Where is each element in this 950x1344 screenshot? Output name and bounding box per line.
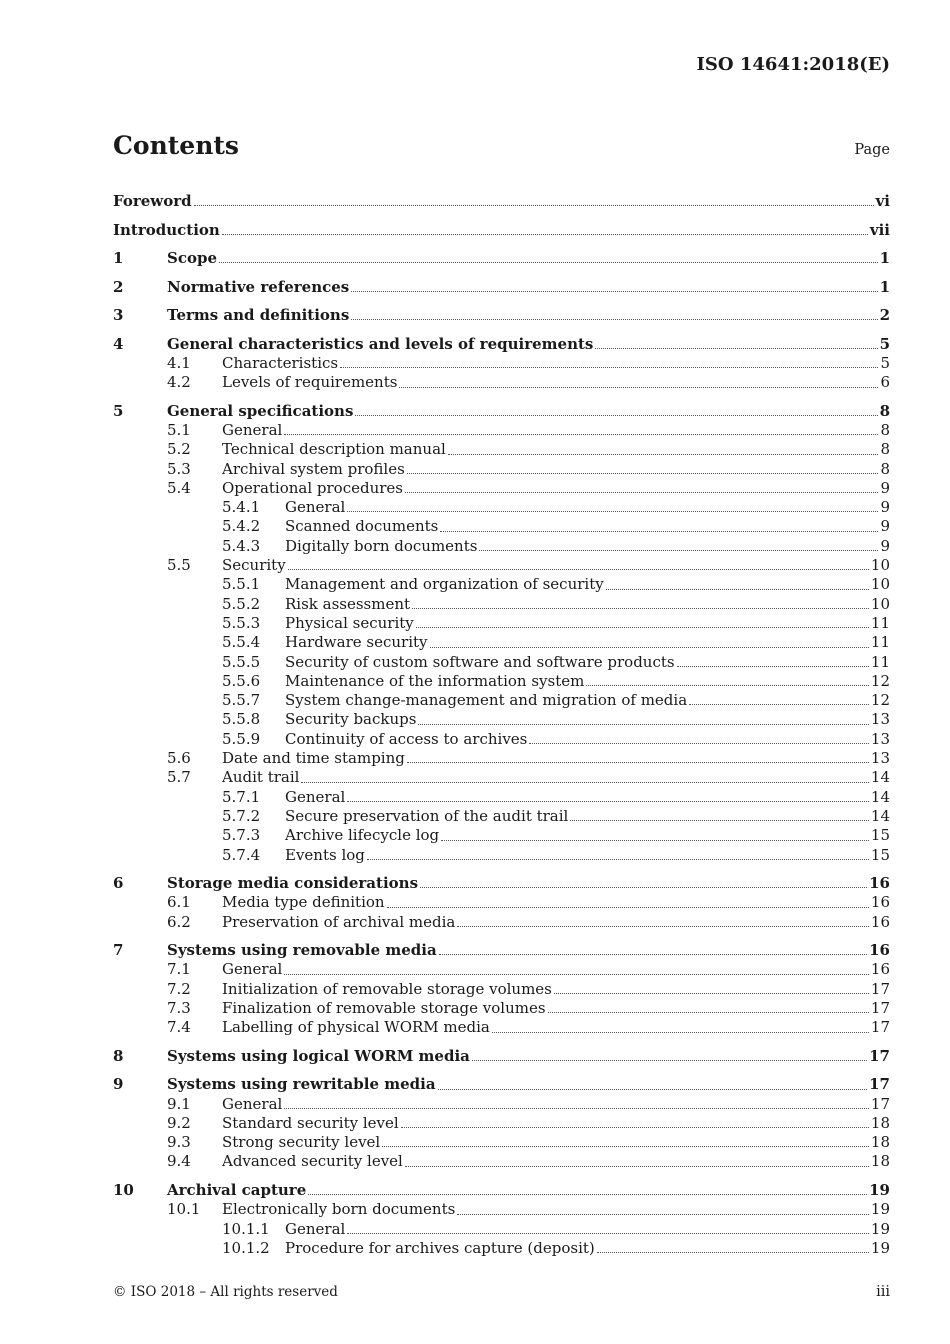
toc-entry-title: Preservation of archival media <box>222 912 456 931</box>
toc-entry[interactable] <box>113 1152 890 1171</box>
toc-entry[interactable] <box>113 826 890 845</box>
toc-entry[interactable] <box>113 335 890 354</box>
page-column-label: Page <box>854 142 890 158</box>
toc-entry-title: Initialization of removable storage volumes <box>222 979 552 998</box>
dot-leader <box>597 1251 869 1253</box>
toc-entry-number: 7.4 <box>167 1018 191 1037</box>
toc-entry-title: General <box>285 498 346 517</box>
dot-leader <box>351 290 877 292</box>
dot-leader <box>479 549 878 551</box>
dot-leader <box>407 472 879 474</box>
toc-entry[interactable] <box>113 479 890 498</box>
dot-leader <box>416 626 869 628</box>
toc-entry[interactable] <box>113 440 890 459</box>
toc-entry-number: 1 <box>113 249 124 268</box>
toc-entry-number: 8 <box>113 1046 124 1065</box>
toc-entry-page: 16 <box>870 960 890 979</box>
dot-leader <box>284 973 869 975</box>
toc-entry-page: 10 <box>870 556 890 575</box>
toc-entry[interactable] <box>113 749 890 768</box>
toc-entry[interactable] <box>113 633 890 652</box>
toc-entry[interactable] <box>113 402 890 421</box>
toc-entry-number: 7 <box>113 941 124 960</box>
toc-entry-title: General <box>285 1219 346 1238</box>
footer-page-number: iii <box>876 1284 890 1300</box>
toc-entry-title: Normative references <box>167 277 350 296</box>
toc-entry-number: 5 <box>113 401 124 420</box>
toc-entry-number: 10.1.1 <box>222 1219 270 1238</box>
toc-entry-title: Labelling of physical WORM media <box>222 1018 490 1037</box>
dot-leader <box>420 886 867 888</box>
toc-entry[interactable] <box>113 306 890 325</box>
toc-entry-page: 17 <box>869 1046 890 1065</box>
toc-entry-title: Systems using removable media <box>167 941 437 960</box>
toc-entry[interactable] <box>113 730 890 749</box>
toc-entry-title: Scanned documents <box>285 517 439 536</box>
toc-entry-page: 18 <box>870 1152 890 1171</box>
toc-entry-page: 17 <box>869 1075 890 1094</box>
toc-entry-title: Maintenance of the information system <box>285 671 585 690</box>
toc-entry-page: 14 <box>870 806 890 825</box>
page-title: Contents <box>113 131 240 160</box>
dot-leader <box>457 1213 869 1215</box>
toc-entry-number: 9 <box>113 1075 124 1094</box>
toc-entry-page: 8 <box>879 401 890 420</box>
dot-leader <box>677 665 869 667</box>
dot-leader <box>548 1011 869 1013</box>
toc-entry-page: 13 <box>870 749 890 768</box>
dot-leader <box>606 588 869 590</box>
toc-entry[interactable] <box>113 691 890 710</box>
toc-entry-number: 4.1 <box>167 353 191 372</box>
toc-entry-number: 9.1 <box>167 1094 191 1113</box>
dot-leader <box>347 1232 869 1234</box>
dot-leader <box>441 839 869 841</box>
toc-entry-title: Secure preservation of the audit trail <box>285 806 569 825</box>
toc-entry-title: Continuity of access to archives <box>285 729 528 748</box>
toc-entry-title: General specifications <box>167 401 354 420</box>
toc-entry[interactable] <box>113 537 890 556</box>
toc-entry-title: Electronically born documents <box>222 1200 456 1219</box>
toc-entry-number: 5.5.5 <box>222 652 261 671</box>
toc-entry-number: 5.3 <box>167 459 191 478</box>
toc-entry-title: Events log <box>285 845 365 864</box>
toc-entry-number: 5.2 <box>167 440 191 459</box>
toc-entry[interactable] <box>113 653 890 672</box>
footer-copyright: © ISO 2018 – All rights reserved <box>113 1284 338 1300</box>
toc-entry-page: 5 <box>879 334 890 353</box>
toc-entry-page: 12 <box>870 671 890 690</box>
toc-entry-page: 19 <box>870 1238 890 1257</box>
dot-leader <box>595 347 877 349</box>
toc-entry-number: 5.5.3 <box>222 613 261 632</box>
toc-entry[interactable] <box>113 575 890 594</box>
toc-entry-page: 13 <box>870 710 890 729</box>
dot-leader <box>529 742 869 744</box>
toc-entry-page: 17 <box>870 1018 890 1037</box>
dot-leader <box>438 1088 868 1090</box>
toc-entry-title: Foreword <box>113 192 192 211</box>
toc-entry-number: 5.4.2 <box>222 517 261 536</box>
toc-entry-title: Terms and definitions <box>167 306 350 325</box>
toc-entry-title: Audit trail <box>222 768 300 787</box>
toc-entry-page: 10 <box>870 575 890 594</box>
toc-entry-page: 6 <box>880 373 890 392</box>
dot-leader <box>401 1126 869 1128</box>
dot-leader <box>472 1059 867 1061</box>
dot-leader <box>407 761 869 763</box>
dot-leader <box>288 568 869 570</box>
dot-leader <box>399 386 878 388</box>
toc-entry[interactable] <box>113 893 890 912</box>
toc-entry-title: General <box>285 787 346 806</box>
dot-leader <box>405 1165 869 1167</box>
toc-entry-page: 18 <box>870 1133 890 1152</box>
toc-entry-number: 6.1 <box>167 893 191 912</box>
dot-leader <box>351 318 877 320</box>
toc-entry-page: 8 <box>880 459 890 478</box>
toc-entry-title: General characteristics and levels of requirements <box>167 334 594 353</box>
toc-entry-title: Standard security level <box>222 1113 399 1132</box>
dot-leader <box>284 1107 869 1109</box>
toc-entry[interactable] <box>113 807 890 826</box>
toc-entry[interactable] <box>113 1047 890 1066</box>
toc-entry-page: 10 <box>870 594 890 613</box>
toc-entry[interactable] <box>113 1220 890 1239</box>
toc-entry-number: 5.5.8 <box>222 710 261 729</box>
toc-entry-number: 2 <box>113 277 124 296</box>
toc-entry-number: 6 <box>113 874 124 892</box>
toc-entry-title: Security backups <box>285 710 417 729</box>
toc-entry[interactable] <box>113 1075 890 1094</box>
dot-leader <box>222 233 868 235</box>
toc-entry-page: 1 <box>879 249 890 268</box>
toc-entry[interactable] <box>113 980 890 999</box>
toc-entry-number: 5.4 <box>167 478 191 497</box>
toc-entry[interactable] <box>113 556 890 575</box>
toc-entry-page: 9 <box>880 498 890 517</box>
toc-entry-number: 5.7 <box>167 768 191 787</box>
toc-entry-title: Scope <box>167 249 218 268</box>
dot-leader <box>418 723 868 725</box>
dot-leader <box>554 992 869 994</box>
toc-entry-page: 8 <box>880 420 890 439</box>
toc-entry[interactable] <box>113 614 890 633</box>
toc-entry[interactable] <box>113 517 890 536</box>
dot-leader <box>586 684 869 686</box>
toc-entry-page: 2 <box>879 306 890 325</box>
toc-entry-title: Hardware security <box>285 633 428 652</box>
toc-entry-title: Systems using rewritable media <box>167 1075 436 1094</box>
toc-entry-number: 7.3 <box>167 998 191 1017</box>
toc-entry-title: Digitally born documents <box>285 536 478 555</box>
toc-entry-page: 9 <box>880 478 890 497</box>
toc-entry[interactable] <box>113 1200 890 1219</box>
toc-entry-number: 9.3 <box>167 1133 191 1152</box>
toc-entry[interactable] <box>113 1095 890 1114</box>
toc-entry-number: 9.2 <box>167 1113 191 1132</box>
toc-entry-number: 6.2 <box>167 912 191 931</box>
toc-entry-number: 5.7.3 <box>222 826 261 845</box>
toc-entry-title: Management and organization of security <box>285 575 604 594</box>
toc-entry-title: Date and time stamping <box>222 749 405 768</box>
toc-entry-page: 11 <box>870 652 890 671</box>
toc-entry-page: 9 <box>880 517 890 536</box>
toc-entry-page: 17 <box>870 998 890 1017</box>
toc-entry-page: vii <box>869 220 890 239</box>
toc-entry-number: 5.4.1 <box>222 498 261 517</box>
toc-entry-title: General <box>222 960 283 979</box>
toc-entry-number: 5.5.9 <box>222 729 261 748</box>
toc-entry-title: Procedure for archives capture (deposit) <box>285 1238 595 1257</box>
toc-entry-title: General <box>222 420 283 439</box>
toc-entry-page: 19 <box>870 1200 890 1219</box>
toc-entry-number: 5.1 <box>167 420 191 439</box>
toc-entry-title: Archival capture <box>167 1180 307 1199</box>
toc-entry[interactable] <box>113 278 890 297</box>
toc-entry[interactable] <box>113 595 890 614</box>
toc-entry-title: Archival system profiles <box>222 459 405 478</box>
toc-entry[interactable] <box>113 373 890 392</box>
toc-entry[interactable] <box>113 913 890 932</box>
toc-entry-page: 16 <box>870 893 890 912</box>
toc-entry-page: 15 <box>870 845 890 864</box>
toc-entry-title: Storage media considerations <box>167 874 419 892</box>
toc-entry[interactable] <box>113 941 890 960</box>
toc-entry-page: 16 <box>870 912 890 931</box>
toc-entry-title: Introduction <box>113 220 220 239</box>
toc-entry-title: Levels of requirements <box>222 373 398 392</box>
toc-entry-title: Operational procedures <box>222 478 404 497</box>
toc-entry-number: 5.4.3 <box>222 536 261 555</box>
dot-leader <box>367 858 869 860</box>
toc-entry-page: 17 <box>870 979 890 998</box>
toc-entry-page: 18 <box>870 1113 890 1132</box>
standard-identifier: ISO 14641:2018(E) <box>696 54 890 75</box>
toc-entry-title: Risk assessment <box>285 594 411 613</box>
dot-leader <box>457 925 869 927</box>
dot-leader <box>412 607 869 609</box>
toc-entry[interactable] <box>113 354 890 373</box>
toc-entry[interactable] <box>113 960 890 979</box>
toc-entry[interactable] <box>113 460 890 479</box>
dot-leader <box>405 491 878 493</box>
toc-entry-title: Strong security level <box>222 1133 381 1152</box>
toc-entry-number: 5.5.7 <box>222 691 261 710</box>
toc-entry-number: 5.5 <box>167 556 191 575</box>
dot-leader <box>570 819 869 821</box>
dot-leader <box>194 204 874 206</box>
dot-leader <box>308 1193 867 1195</box>
dot-leader <box>492 1031 869 1033</box>
toc-entry-title: Media type definition <box>222 893 385 912</box>
dot-leader <box>347 800 869 802</box>
toc-entry-number: 5.6 <box>167 749 191 768</box>
toc-entry[interactable] <box>113 672 890 691</box>
dot-leader <box>440 530 878 532</box>
toc-entry-page: 9 <box>880 536 890 555</box>
toc-entry-number: 10 <box>113 1180 134 1199</box>
toc-entry-number: 10.1.2 <box>222 1238 270 1257</box>
toc-entry[interactable] <box>113 999 890 1018</box>
toc-entry[interactable] <box>113 768 890 787</box>
toc-entry-page: 14 <box>870 768 890 787</box>
toc-entry-number: 4.2 <box>167 373 191 392</box>
toc-entry[interactable] <box>113 221 890 240</box>
toc-entry[interactable] <box>113 421 890 440</box>
toc-entry-number: 5.5.6 <box>222 671 261 690</box>
toc-entry[interactable] <box>113 874 890 893</box>
toc-entry-title: Finalization of removable storage volumes <box>222 998 546 1017</box>
toc-entry-page: 8 <box>880 440 890 459</box>
toc-entry-number: 5.7.4 <box>222 845 261 864</box>
toc-entry-page: 19 <box>870 1219 890 1238</box>
toc-entry-page: 16 <box>869 874 890 892</box>
toc-entry-number: 5.5.1 <box>222 575 261 594</box>
toc-entry-page: 19 <box>869 1180 890 1199</box>
toc-entry[interactable] <box>113 249 890 268</box>
toc-entry-title: Advanced security level <box>222 1152 403 1171</box>
dot-leader <box>340 366 878 368</box>
toc-entry[interactable] <box>113 1181 890 1200</box>
dot-leader <box>347 510 878 512</box>
toc-entry-number: 7.1 <box>167 960 191 979</box>
toc-entry[interactable] <box>113 788 890 807</box>
toc-entry-title: Archive lifecycle log <box>285 826 440 845</box>
dot-leader <box>430 646 869 648</box>
toc-entry-number: 9.4 <box>167 1152 191 1171</box>
toc-entry-number: 3 <box>113 306 124 325</box>
dot-leader <box>448 453 879 455</box>
dot-leader <box>439 953 867 955</box>
toc-entry-title: Characteristics <box>222 353 339 372</box>
toc-entry[interactable] <box>113 192 890 211</box>
toc-entry[interactable] <box>113 498 890 517</box>
toc-entry-page: 16 <box>869 941 890 960</box>
toc-entry-number: 5.5.4 <box>222 633 261 652</box>
toc-entry-page: 15 <box>870 826 890 845</box>
toc-entry-page: 12 <box>870 691 890 710</box>
dot-leader <box>382 1145 869 1147</box>
toc-entry[interactable] <box>113 846 890 865</box>
dot-leader <box>284 433 878 435</box>
toc-entry-number: 5.7.2 <box>222 806 261 825</box>
toc-entry-title: Physical security <box>285 613 414 632</box>
toc-entry-number: 5.7.1 <box>222 787 261 806</box>
toc-entry-number: 4 <box>113 334 124 353</box>
toc-entry-page: 17 <box>870 1094 890 1113</box>
toc-entry-page: vi <box>875 192 890 211</box>
toc-entry[interactable] <box>113 1239 890 1258</box>
toc-entry-page: 14 <box>870 787 890 806</box>
table-of-contents <box>113 183 890 1258</box>
toc-entry-page: 1 <box>879 277 890 296</box>
dot-leader <box>387 906 869 908</box>
toc-entry[interactable] <box>113 1114 890 1133</box>
toc-entry-number: 10.1 <box>167 1200 201 1219</box>
toc-entry[interactable] <box>113 1133 890 1152</box>
toc-entry-title: Security of custom software and software products <box>285 652 675 671</box>
toc-entry-number: 5.5.2 <box>222 594 261 613</box>
dot-leader <box>689 703 869 705</box>
toc-entry-title: Security <box>222 556 286 575</box>
toc-entry-number: 7.2 <box>167 979 191 998</box>
toc-entry-page: 11 <box>870 633 890 652</box>
toc-entry[interactable] <box>113 710 890 729</box>
toc-entry[interactable] <box>113 1018 890 1037</box>
toc-entry-title: General <box>222 1094 283 1113</box>
dot-leader <box>355 414 877 416</box>
toc-entry-title: System change-management and migration of media <box>285 691 688 710</box>
toc-entry-page: 13 <box>870 729 890 748</box>
toc-entry-page: 11 <box>870 613 890 632</box>
dot-leader <box>219 261 878 263</box>
dot-leader <box>301 781 868 783</box>
toc-entry-title: Systems using logical WORM media <box>167 1046 470 1065</box>
toc-entry-page: 5 <box>880 353 890 372</box>
toc-entry-title: Technical description manual <box>222 440 446 459</box>
